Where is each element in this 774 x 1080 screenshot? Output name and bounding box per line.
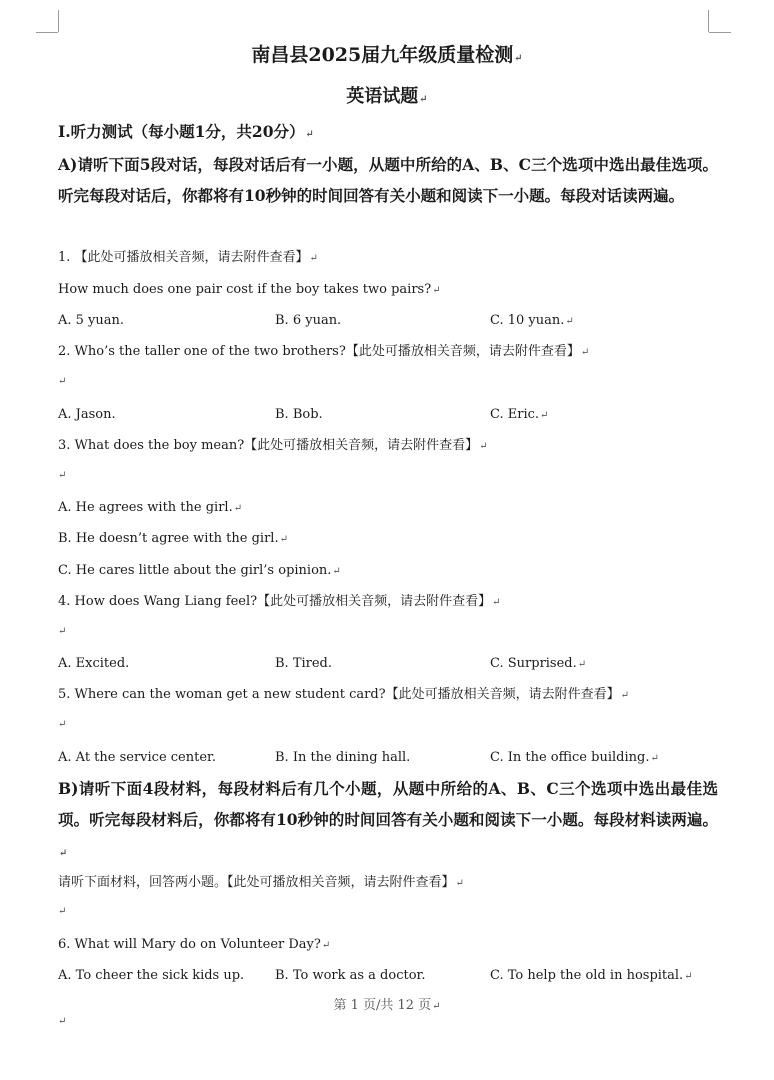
question-2-option-b: B. Bob. xyxy=(275,407,323,422)
question-2-line: 2. Who’s the taller one of the two brothers?【此处可播放相关音频，请去附件查看】↵ xyxy=(58,344,590,359)
question-6-option-b: B. To work as a doctor. xyxy=(275,968,426,983)
page-subtitle: 英语试题↵ xyxy=(346,86,428,107)
crop-mark-right-vertical xyxy=(708,10,709,32)
question-1-option-c: C. 10 yuan.↵ xyxy=(490,313,574,328)
question-1-option-b: B. 6 yuan. xyxy=(275,313,342,328)
question-2-option-c: C. Eric.↵ xyxy=(490,407,549,422)
page-title: 南昌县2025届九年级质量检测↵ xyxy=(251,44,523,66)
question-5-option-c: C. In the office building.↵ xyxy=(490,750,659,765)
question-3-option-c: C. He cares little about the girl’s opinion.↵ xyxy=(58,563,341,578)
question-4-option-a: A. Excited. xyxy=(58,656,130,671)
question-5-option-a: A. At the service center. xyxy=(58,750,216,765)
question-3-option-b: B. He doesn’t agree with the girl.↵ xyxy=(58,531,288,546)
question-6-option-a: A. To cheer the sick kids up. xyxy=(58,968,245,983)
question-3-option-a: A. He agrees with the girl.↵ xyxy=(58,500,243,515)
empty-paragraph-mark: ↵ xyxy=(58,906,67,917)
empty-paragraph-mark: ↵ xyxy=(58,719,67,730)
empty-paragraph-mark: ↵ xyxy=(58,626,67,637)
question-6-line: 6. What will Mary do on Volunteer Day?↵ xyxy=(58,937,331,952)
crop-mark-left-vertical xyxy=(58,10,59,32)
question-4-option-c: C. Surprised.↵ xyxy=(490,656,587,671)
question-1-line: 1. 【此处可播放相关音频，请去附件查看】↵ xyxy=(58,250,318,265)
question-3-line: 3. What does the boy mean?【此处可播放相关音频，请去附件查看】↵ xyxy=(58,438,488,453)
material-line: 请听下面材料，回答两小题。【此处可播放相关音频，请去附件查看】↵ xyxy=(58,875,464,890)
question-5-line: 5. Where can the woman get a new student card?【此处可播放相关音频，请去附件查看】↵ xyxy=(58,687,630,702)
question-6-option-c: C. To help the old in hospital.↵ xyxy=(490,968,693,983)
crop-mark-right-horizontal xyxy=(709,32,731,33)
question-1-option-a: A. 5 yuan. xyxy=(58,313,125,328)
question-5-option-b: B. In the dining hall. xyxy=(275,750,411,765)
question-2-option-a: A. Jason. xyxy=(58,407,116,422)
part-a-instructions: A)请听下面5段对话，每段对话后有一小题，从题中所给的A、B、C三个选项中选出最佳选项。听完每段对话后，你都将有10秒钟的时间回答有关小题和阅读下一小题。每段对话读两遍。 xyxy=(58,155,718,205)
question-4-option-b: B. Tired. xyxy=(275,656,333,671)
crop-mark-left-horizontal xyxy=(36,32,58,33)
empty-paragraph-mark: ↵ xyxy=(58,470,67,481)
question-1-text: How much does one pair cost if the boy takes two pairs?↵ xyxy=(58,282,441,297)
empty-paragraph-mark: ↵ xyxy=(58,1016,67,1027)
section-heading-listening: Ⅰ.听力测试（每小题1分，共20分）↵ xyxy=(58,122,314,141)
question-4-line: 4. How does Wang Liang feel?【此处可播放相关音频，请去附件查看】↵ xyxy=(58,594,501,609)
part-b-instructions: B)请听下面4段材料，每段材料后有几个小题，从题中所给的A、B、C三个选项中选出最佳选项。听完每段材料后，你都将有10秒钟的时间回答有关小题和阅读下一小题。每段材料读两遍。↵ xyxy=(58,779,718,859)
page-footer: 第 1 页/共 12 页↵ xyxy=(333,998,441,1013)
empty-paragraph-mark: ↵ xyxy=(58,376,67,387)
